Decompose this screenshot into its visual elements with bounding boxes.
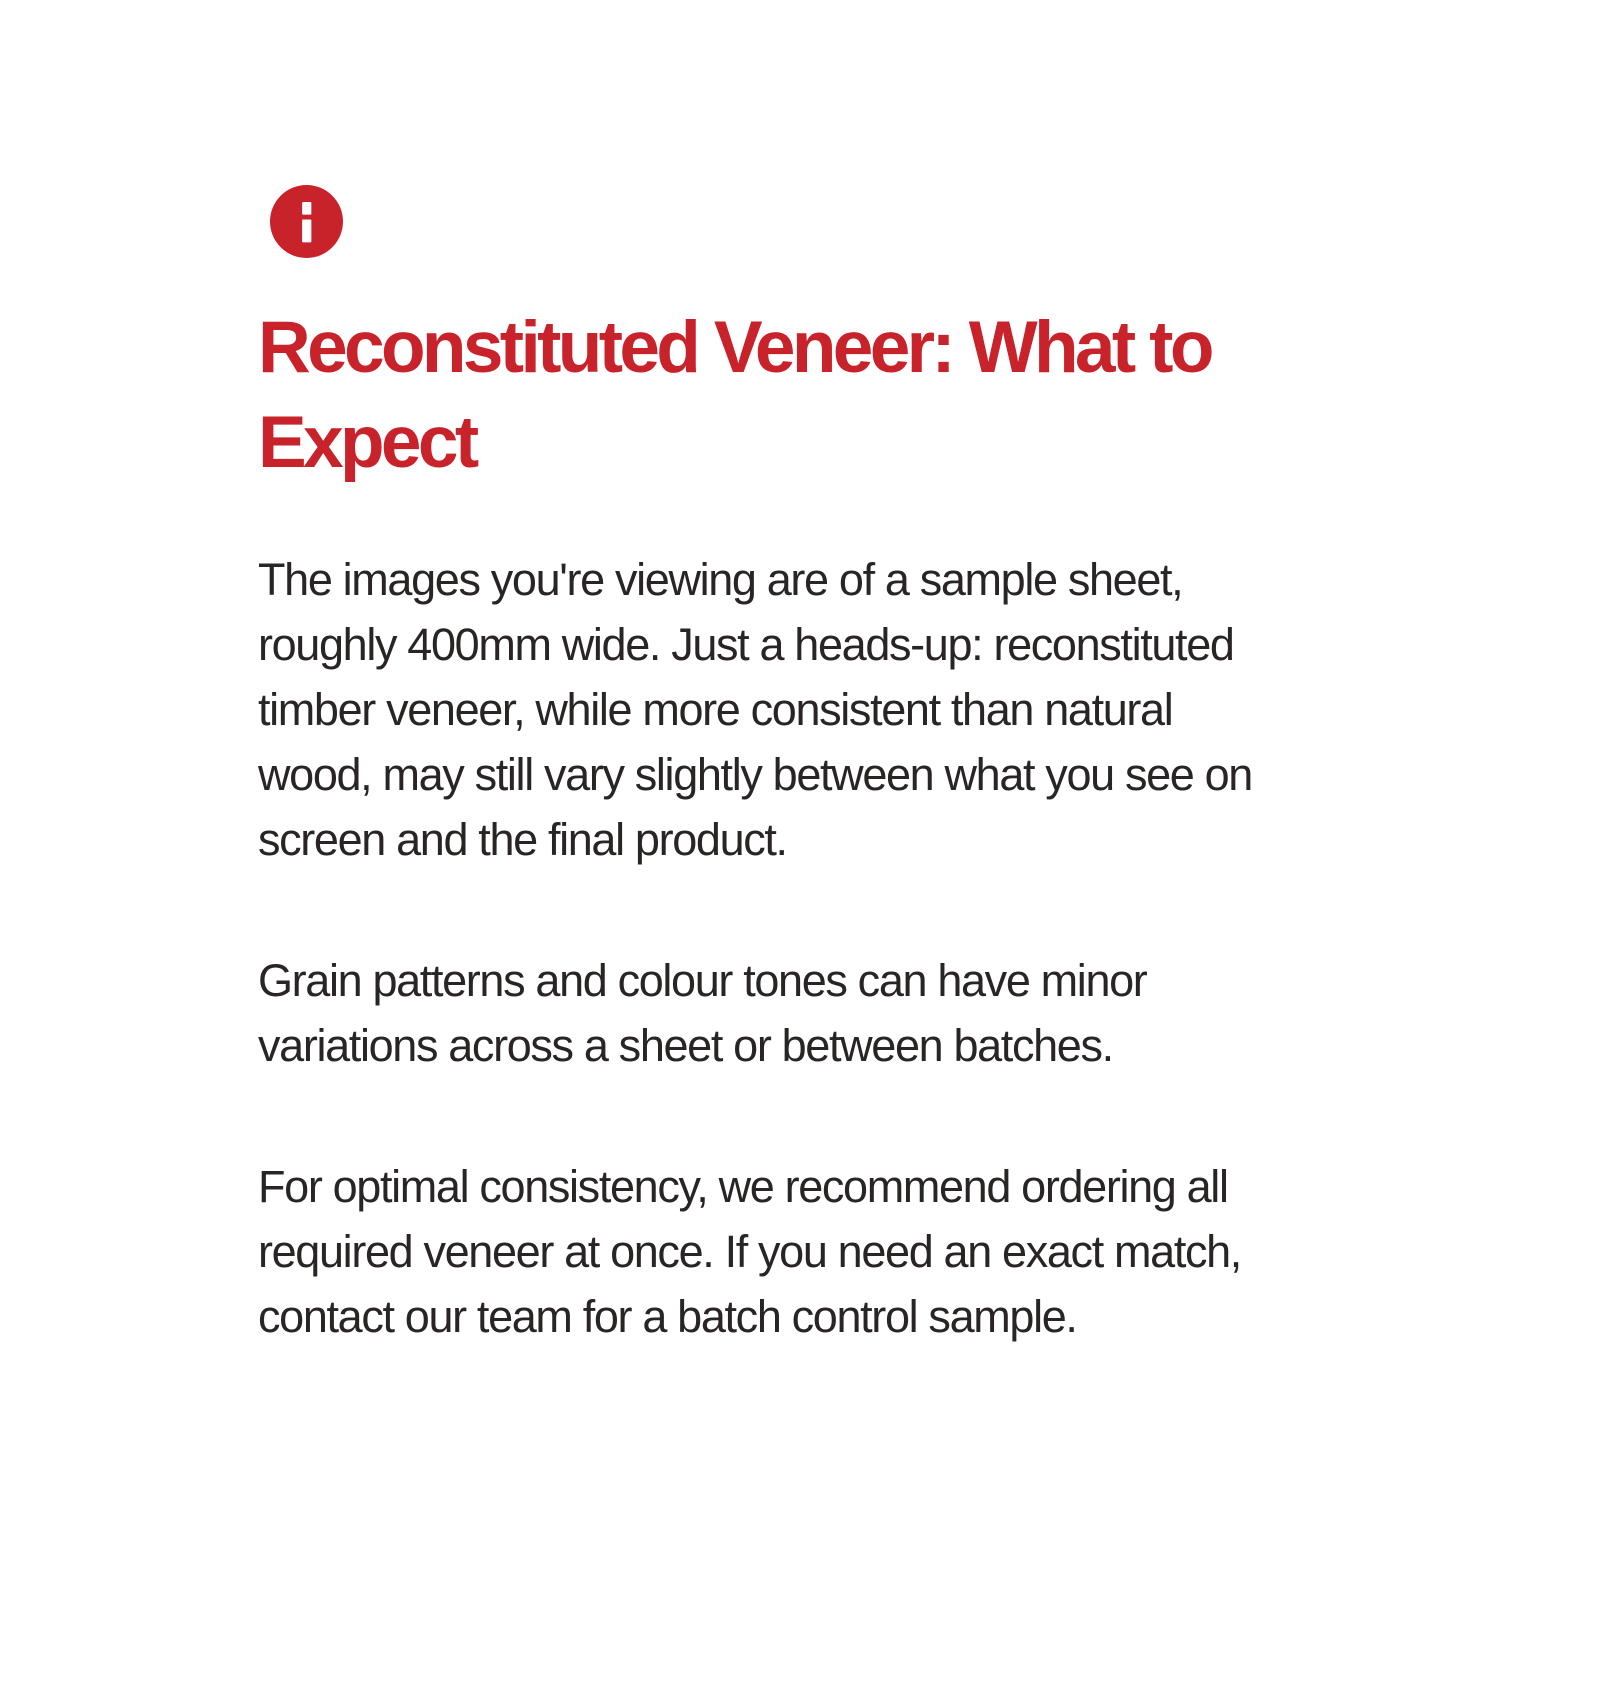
page-title (258, 300, 1580, 490)
text-line: screen and the final product. (258, 814, 787, 865)
title-line: Reconstituted Veneer: What to (258, 307, 1211, 388)
paragraph-ordering-advice (258, 1154, 1580, 1349)
paragraph-grain-variations (258, 948, 1580, 1078)
text-line: required veneer at once. If you need an exact match, (258, 1226, 1241, 1277)
paragraph-sample-sheet (258, 547, 1580, 872)
text-line: Grain patterns and colour tones can have minor (258, 955, 1147, 1006)
text-line: For optimal consistency, we recommend ordering all (258, 1161, 1228, 1212)
title-line: Expect (258, 402, 476, 483)
text-line: The images you're viewing are of a sample sheet, (258, 554, 1183, 605)
text-line: variations across a sheet or between batches. (258, 1020, 1113, 1071)
text-line: wood, may still vary slightly between what you see on (258, 749, 1252, 800)
info-icon (270, 185, 343, 258)
text-line: timber veneer, while more consistent than natural (258, 684, 1173, 735)
text-line: roughly 400mm wide. Just a heads-up: reconstituted (258, 619, 1234, 670)
text-line: contact our team for a batch control sample. (258, 1291, 1077, 1342)
